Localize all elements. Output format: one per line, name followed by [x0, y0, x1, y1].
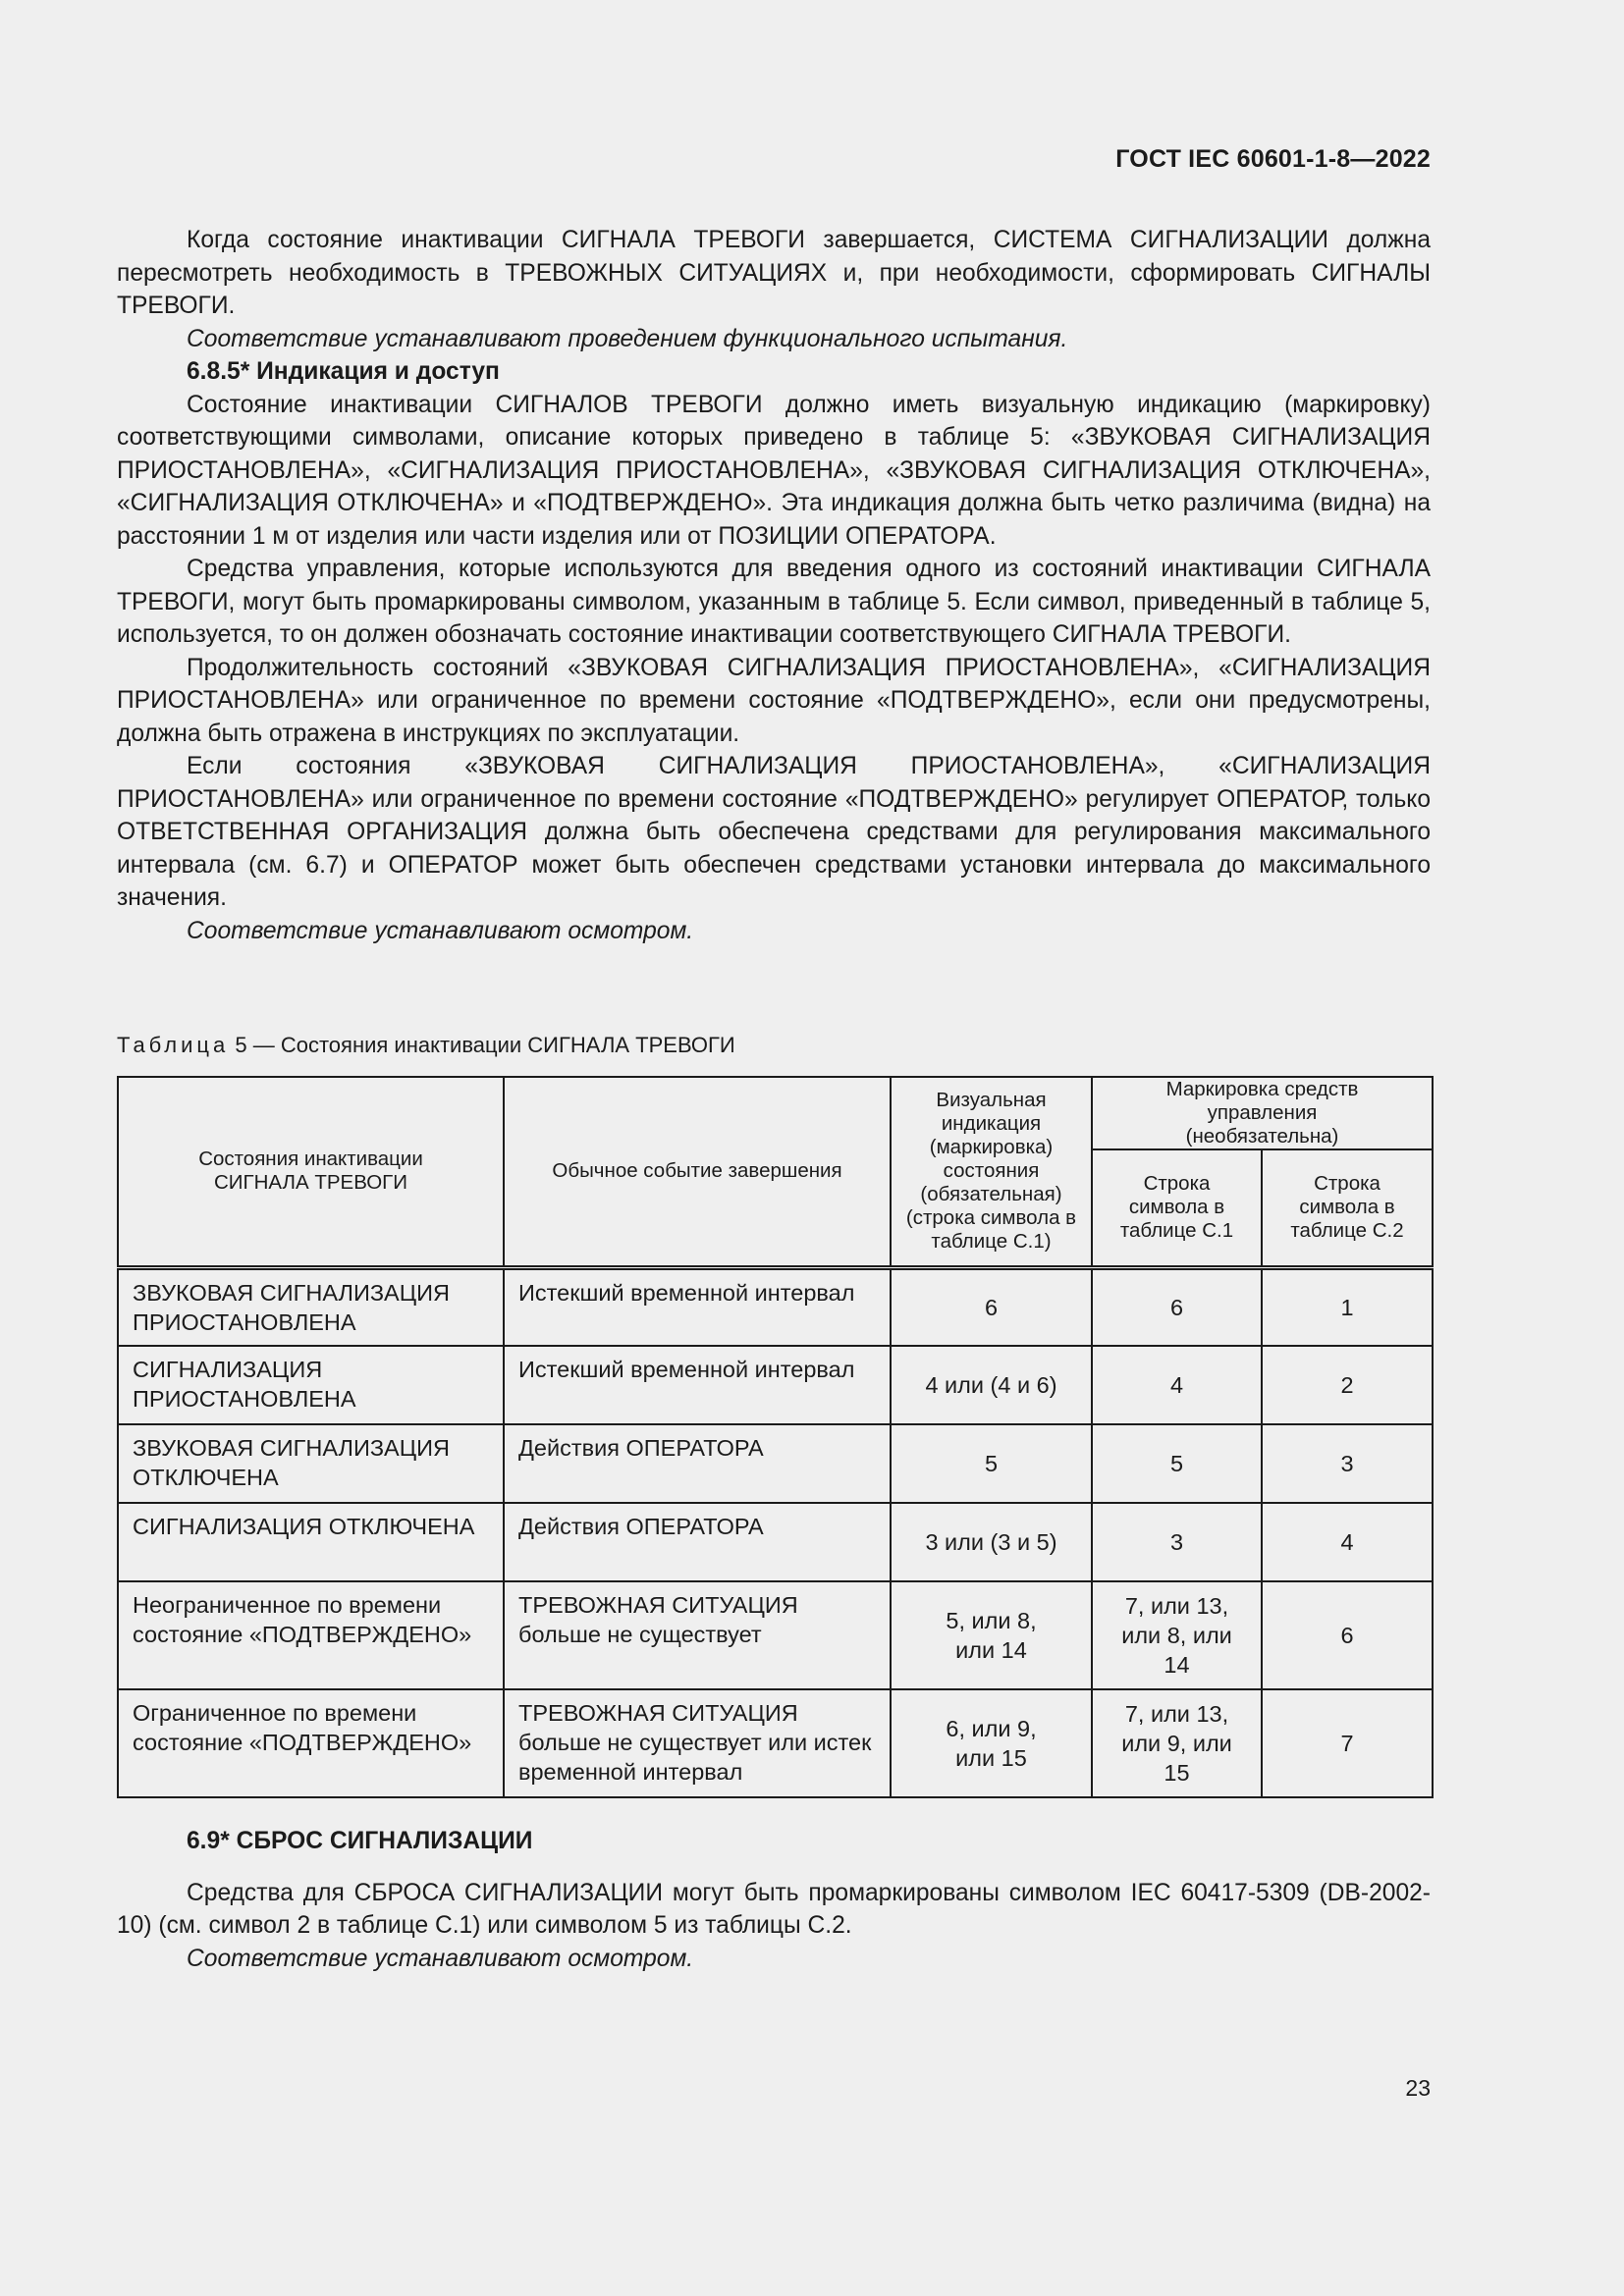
header-end-event: Обычное событие завершения [504, 1077, 891, 1267]
table-row [118, 1689, 1433, 1797]
cell-event: ТРЕВОЖНАЯ СИТУАЦИЯ больше не существует или истек временной интервал [504, 1689, 891, 1797]
header-c1-row: Строка символа в таблице С.1 [1092, 1149, 1262, 1267]
paragraph: Продолжительность состояний «ЗВУКОВАЯ СИГНАЛИЗАЦИЯ ПРИОСТАНОВЛЕНА», «СИГНАЛИЗАЦИЯ ПРИОСТАНОВЛЕНА» или ограниченное по времени состояние «ПОДТВЕРЖДЕНО», если они предусмотрены, должна быть отражена в инструкциях по эксплуатации. [117, 654, 1431, 747]
paragraph: Средства управления, которые используются для введения одного из состояний инактивации СИГНАЛА ТРЕВОГИ, могут быть промаркированы символом, указанным в таблице 5. Если символ, приведенный в таблице 5, используется, то он должен обозначать состояние инактивации соответствующего СИГНАЛА ТРЕВОГИ. [117, 556, 1431, 648]
cell-c2: 6 [1262, 1581, 1433, 1689]
standard-designation: ГОСТ IEC 60601-1-8—2022 [1115, 145, 1431, 173]
section-heading: 6.9* СБРОС СИГНАЛИЗАЦИИ [187, 1828, 533, 1854]
inactivation-states-table [117, 1076, 1434, 1798]
cell-c2: 4 [1262, 1503, 1433, 1581]
cell-visual: 6, или 9, или 15 [891, 1689, 1092, 1797]
table-caption-word: Таблица [117, 1033, 230, 1057]
paragraph: Когда состояние инактивации СИГНАЛА ТРЕВОГИ завершается, СИСТЕМА СИГНАЛИЗАЦИИ должна пересмотреть необходимость в ТРЕВОЖНЫХ СИТУАЦИЯХ и, при необходимости, сформировать СИГНАЛЫ ТРЕВОГИ. [117, 227, 1431, 319]
page-number: 23 [1405, 2075, 1431, 2101]
cell-c1: 6 [1092, 1267, 1262, 1346]
cell-visual: 4 или (4 и 6) [891, 1346, 1092, 1424]
cell-event: Истекший временной интервал [504, 1267, 891, 1346]
cell-c1: 7, или 13, или 8, или 14 [1092, 1581, 1262, 1689]
compliance-note: Соответствие устанавливают осмотром. [187, 1945, 694, 1972]
cell-event: Истекший временной интервал [504, 1346, 891, 1424]
cell-state: СИГНАЛИЗАЦИЯ ПРИОСТАНОВЛЕНА [118, 1346, 504, 1424]
cell-event: ТРЕВОЖНАЯ СИТУАЦИЯ больше не существует [504, 1581, 891, 1689]
header-visual-indication: Визуальная индикация (маркировка) состояния (обязательная) (строка символа в таблице С.1) [891, 1077, 1092, 1267]
cell-state: ЗВУКОВАЯ СИГНАЛИЗАЦИЯ ОТКЛЮЧЕНА [118, 1424, 504, 1503]
cell-visual: 6 [891, 1267, 1092, 1346]
table-row [118, 1581, 1433, 1689]
paragraph: Если состояния «ЗВУКОВАЯ СИГНАЛИЗАЦИЯ ПРИОСТАНОВЛЕНА», «СИГНАЛИЗАЦИЯ ПРИОСТАНОВЛЕНА» или ограниченное по времени состояние «ПОДТВЕРЖДЕНО» регулирует ОПЕРАТОР, только ОТВЕТСТВЕННАЯ ОРГАНИЗАЦИЯ должна быть обеспечена средствами для регулирования максимального интервала (см. 6.7) и ОПЕРАТОР может быть обеспечен средствами установки интервала до максимального значения. [117, 753, 1431, 911]
cell-c1: 5 [1092, 1424, 1262, 1503]
header-c2-row: Строка символа в таблице С.2 [1262, 1149, 1433, 1267]
table-row [118, 1424, 1433, 1503]
table-caption-title: 5 — Состояния инактивации СИГНАЛА ТРЕВОГИ [229, 1033, 735, 1057]
header-control-marking: Маркировка средств управления (необязательна) [1092, 1077, 1433, 1149]
paragraph: Средства для СБРОСА СИГНАЛИЗАЦИИ могут быть промаркированы символом IEC 60417-5309 (DB-2002-10) (см. символ 2 в таблице С.1) или символом 5 из таблицы С.2. [117, 1879, 1431, 1939]
header-states: Состояния инактивации СИГНАЛА ТРЕВОГИ [118, 1077, 504, 1267]
cell-visual: 3 или (3 и 5) [891, 1503, 1092, 1581]
cell-state: Неограниченное по времени состояние «ПОДТВЕРЖДЕНО» [118, 1581, 504, 1689]
cell-c1: 7, или 13, или 9, или 15 [1092, 1689, 1262, 1797]
table-row [118, 1503, 1433, 1581]
cell-c2: 3 [1262, 1424, 1433, 1503]
cell-event: Действия ОПЕРАТОРА [504, 1503, 891, 1581]
body-text [117, 224, 1431, 947]
section-heading: 6.8.5* Индикация и доступ [187, 358, 500, 385]
cell-event: Действия ОПЕРАТОРА [504, 1424, 891, 1503]
table-row [118, 1346, 1433, 1424]
table-caption [117, 1033, 735, 1058]
cell-c1: 4 [1092, 1346, 1262, 1424]
cell-visual: 5 [891, 1424, 1092, 1503]
cell-state: Ограниченное по времени состояние «ПОДТВЕРЖДЕНО» [118, 1689, 504, 1797]
cell-c2: 1 [1262, 1267, 1433, 1346]
cell-state: ЗВУКОВАЯ СИГНАЛИЗАЦИЯ ПРИОСТАНОВЛЕНА [118, 1267, 504, 1346]
cell-visual: 5, или 8, или 14 [891, 1581, 1092, 1689]
cell-c2: 7 [1262, 1689, 1433, 1797]
cell-c1: 3 [1092, 1503, 1262, 1581]
cell-state: СИГНАЛИЗАЦИЯ ОТКЛЮЧЕНА [118, 1503, 504, 1581]
paragraph: Состояние инактивации СИГНАЛОВ ТРЕВОГИ должно иметь визуальную индикацию (маркировку) соответствующими символами, описание которых приведено в таблице 5: «ЗВУКОВАЯ СИГНАЛИЗАЦИЯ ПРИОСТАНОВЛЕНА», «СИГНАЛИЗАЦИЯ ПРИОСТАНОВЛЕНА», «ЗВУКОВАЯ СИГНАЛИЗАЦИЯ ОТКЛЮЧЕНА», «СИГНАЛИЗАЦИЯ ОТКЛЮЧЕНА» и «ПОДТВЕРЖДЕНО». Эта индикация должна быть четко различима (видна) на расстоянии 1 м от изделия или части изделия или от ПОЗИЦИИ ОПЕРАТОРА. [117, 391, 1431, 550]
cell-c2: 2 [1262, 1346, 1433, 1424]
table-row [118, 1267, 1433, 1346]
compliance-note: Соответствие устанавливают осмотром. [187, 917, 694, 944]
section-alarm-reset [117, 1825, 1431, 1975]
compliance-note: Соответствие устанавливают проведением функционального испытания. [187, 325, 1068, 352]
